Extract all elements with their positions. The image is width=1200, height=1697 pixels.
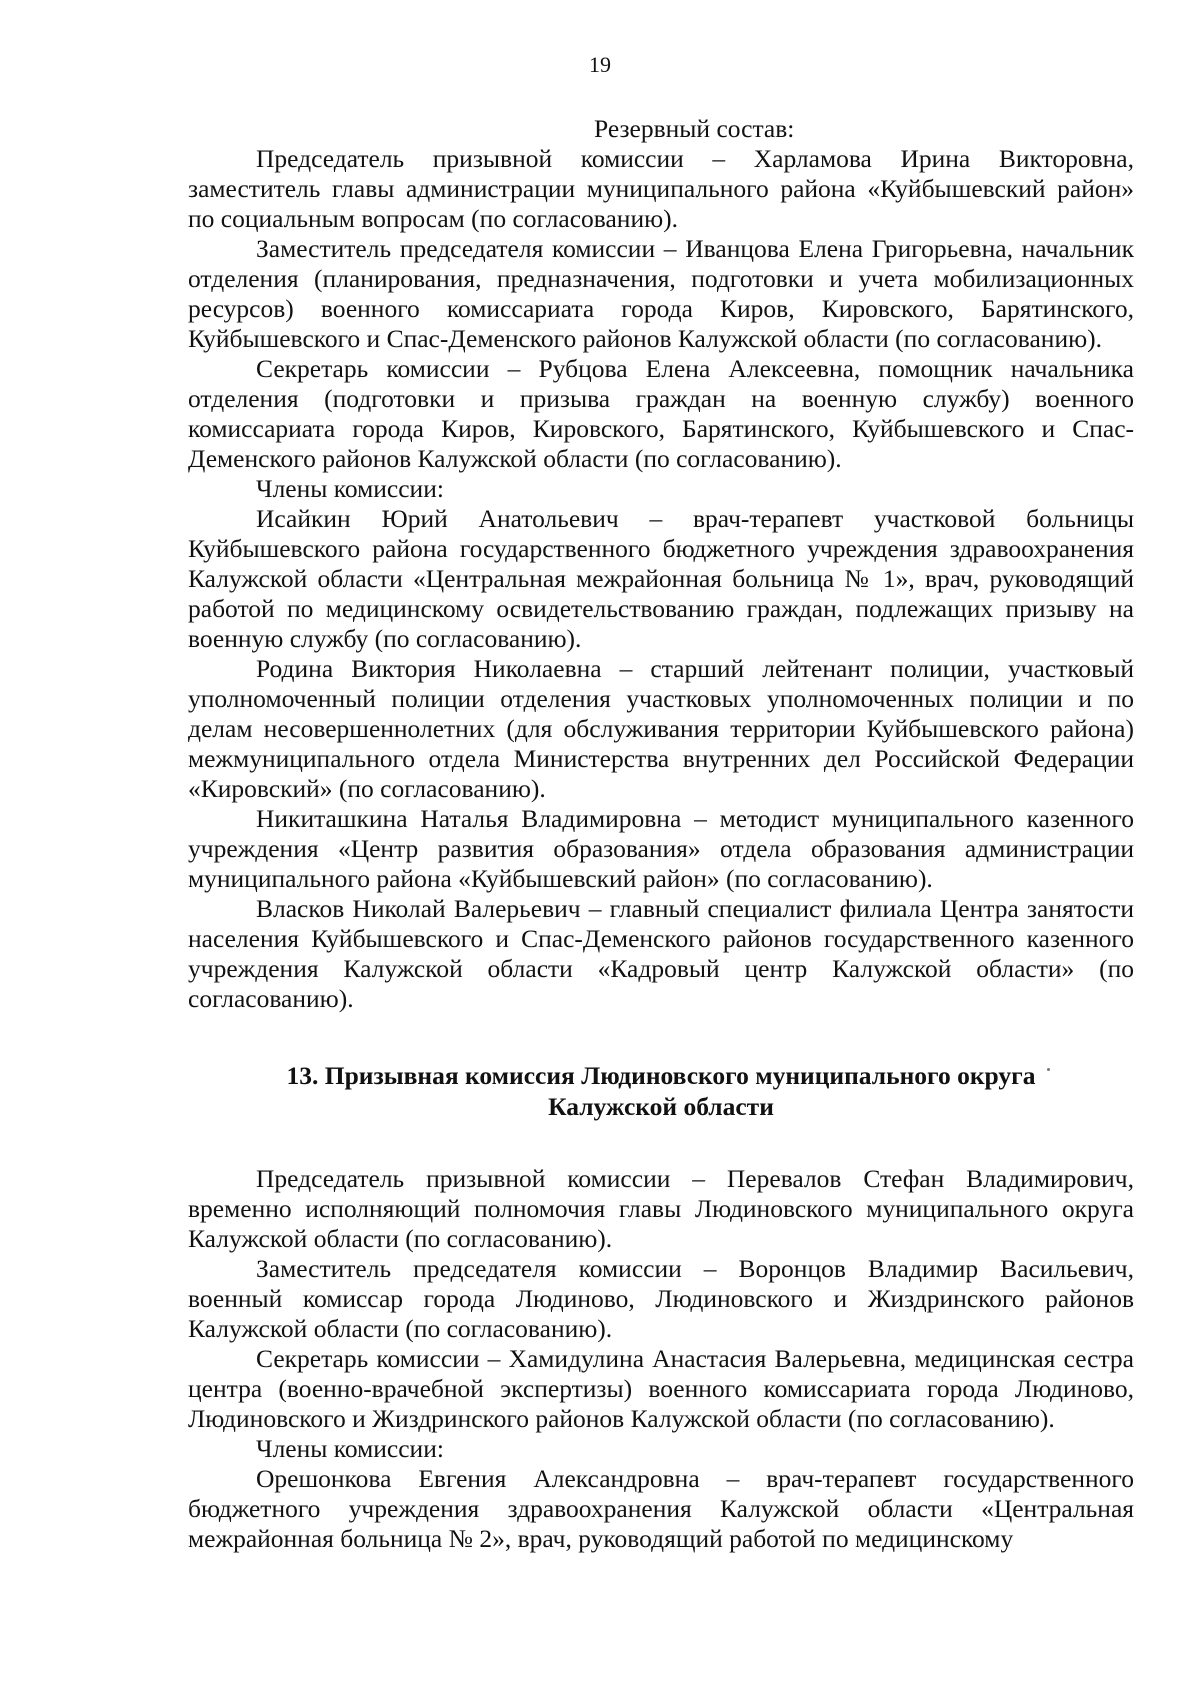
paragraph: Председатель призывной комиссии – Харламова Ирина Викторовна, заместитель главы администрации муниципального района «Куйбышевский район» по социальным вопросам (по согласованию). [188,144,1134,233]
reserve-heading: Резервный состав: [594,114,795,143]
paragraph: Орешонкова Евгения Александровна – врач-терапевт государственного бюджетного учреждения здравоохранения Калужской области «Центральная межрайонная больница № 2», врач, руководящий работой по медицинскому [188,1464,1134,1553]
members-heading: Члены комиссии: [256,474,444,503]
section-title [188,1060,1134,1122]
paragraph: Заместитель председателя комиссии – Иванцова Елена Григорьевна, начальник отделения (планирования, предназначения, подготовки и учета мобилизационных ресурсов) военного комиссариата города Киров, Кировского, Барятинского, Куйбышевского и Спас-Деменского районов Калужской области (по согласованию). [188,234,1134,353]
scan-speck [1047,1068,1050,1071]
document-body [188,114,1134,1554]
paragraph: Секретарь комиссии – Рубцова Елена Алексеевна, помощник начальника отделения (подготовки и призыва граждан на военную службу) военного комиссариата города Киров, Кировского, Барятинского, Куйбышевского и Спас-Деменского районов Калужской области (по согласованию). [188,354,1134,473]
paragraph: Председатель призывной комиссии – Перевалов Стефан Владимирович, временно исполняющий полномочия главы Людиновского муниципального округа Калужской области (по согласованию). [188,1164,1134,1253]
paragraph: Секретарь комиссии – Хамидулина Анастасия Валерьевна, медицинская сестра центра (военно-врачебной экспертизы) военного комиссариата города Людиново, Людиновского и Жиздринского районов Калужской области (по согласованию). [188,1344,1134,1433]
section-title-line: Калужской области [548,1092,774,1121]
paragraph: Никиташкина Наталья Владимировна – методист муниципального казенного учреждения «Центр развития образования» отдела образования администрации муниципального района «Куйбышевский район» (по согласованию). [188,804,1134,893]
members-heading: Члены комиссии: [256,1434,444,1463]
section-title-line: 13. Призывная комиссия Людиновского муниципального округа [286,1061,1036,1090]
paragraph: Заместитель председателя комиссии – Воронцов Владимир Васильевич, военный комиссар города Людиново, Людиновского и Жиздринского районов Калужской области (по согласованию). [188,1254,1134,1343]
paragraph: Родина Виктория Николаевна – старший лейтенант полиции, участковый уполномоченный полиции отделения участковых уполномоченных полиции и по делам несовершеннолетних (для обслуживания территории Куйбышевского района) межмуниципального отдела Министерства внутренних дел Российской Федерации «Кировский» (по согласованию). [188,654,1134,803]
page-number: 19 [589,52,611,77]
paragraph: Власков Николай Валерьевич – главный специалист филиала Центра занятости населения Куйбышевского и Спас-Деменского районов государственного казенного учреждения Калужской области «Кадровый центр Калужской области» (по согласованию). [188,894,1134,1013]
paragraph: Исайкин Юрий Анатольевич – врач-терапевт участковой больницы Куйбышевского района государственного бюджетного учреждения здравоохранения Калужской области «Центральная межрайонная больница № 1», врач, руководящий работой по медицинскому освидетельствованию граждан, подлежащих призыву на военную службу (по согласованию). [188,504,1134,653]
